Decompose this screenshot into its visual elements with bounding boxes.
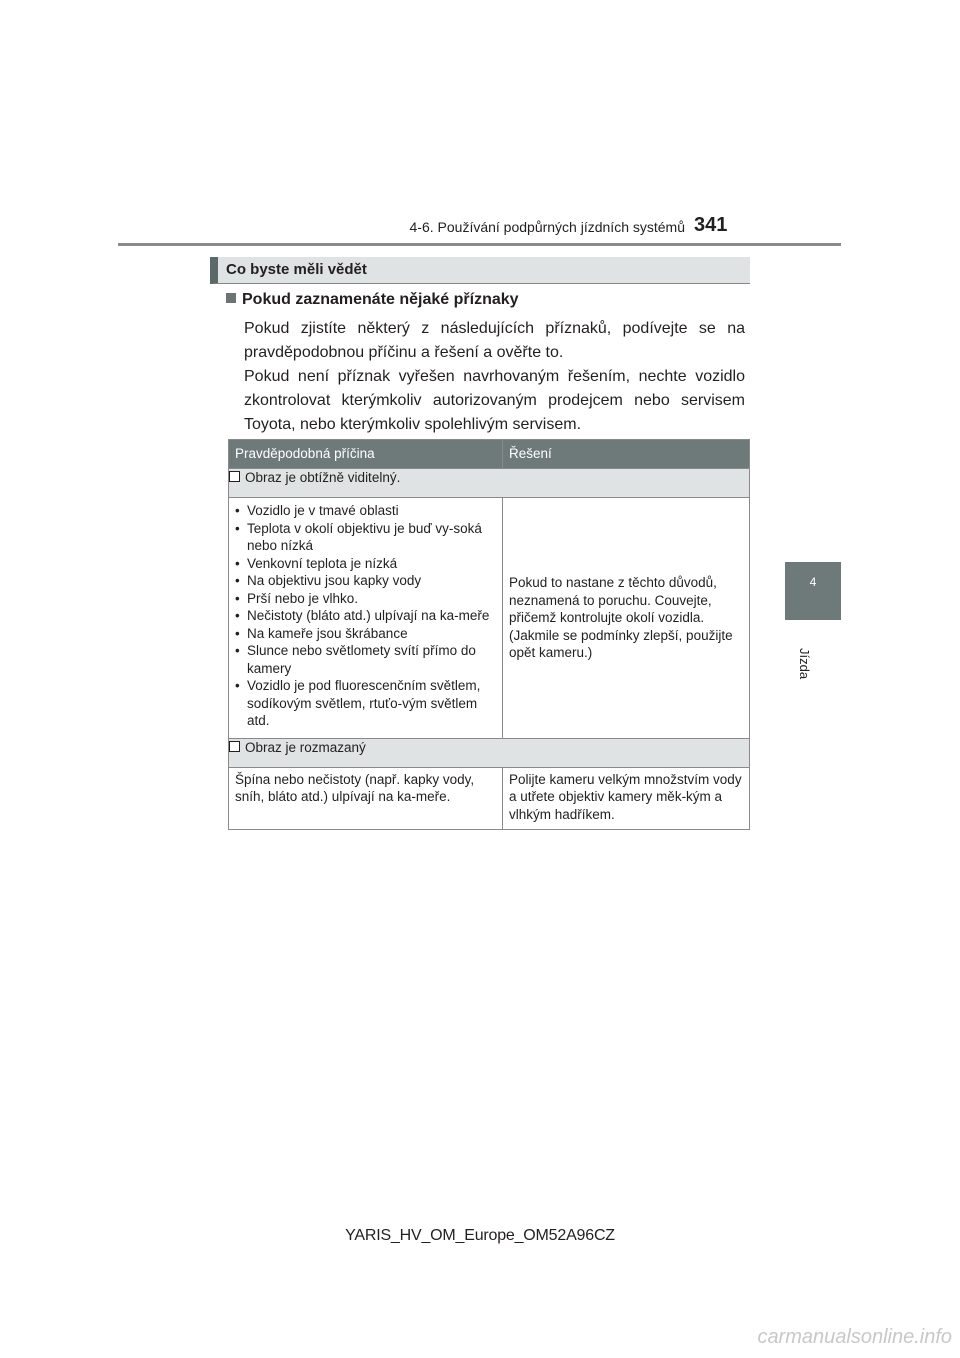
- cause-cell: Špína nebo nečistoty (např. kapky vody, sníh, bláto atd.) ulpívají na ka-meře.: [229, 767, 503, 830]
- list-item: • Teplota v okolí objektivu je buď vy-soká nebo nízká: [229, 520, 498, 555]
- checkbox-icon: [229, 471, 240, 482]
- subheading-text: Pokud zaznamenáte nějaké příznaky: [242, 291, 519, 308]
- symptom-text: Obraz je obtížně viditelný.: [245, 470, 401, 485]
- square-bullet-icon: [226, 293, 236, 303]
- symptom-row: [229, 738, 750, 767]
- header-divider: [118, 243, 841, 246]
- list-item: • Venkovní teplota je nízká: [229, 555, 498, 573]
- checkbox-icon: [229, 741, 240, 752]
- list-item: • Slunce nebo světlomety svítí přímo do kamery: [229, 642, 498, 677]
- list-item: • Vozidlo je pod fluorescenčním světlem, sodíkovým světlem, rtuťo-vým světlem atd.: [229, 677, 498, 730]
- page-number: 341: [694, 214, 728, 236]
- list-item: • Vozidlo je v tmavé oblasti: [229, 502, 498, 520]
- chapter-tab: 4: [785, 562, 841, 620]
- header-solution: Řešení: [503, 440, 750, 469]
- symptom-table: [228, 439, 750, 830]
- solution-cell: Polijte kameru velkým množstvím vody a utřete objektiv kamery měk-kým a vlhkým hadříkem.: [503, 767, 750, 830]
- list-item: • Nečistoty (bláto atd.) ulpívají na ka-meře: [229, 607, 498, 625]
- footer-document-code: YARIS_HV_OM_Europe_OM52A96CZ: [345, 1227, 615, 1244]
- symptom-text: Obraz je rozmazaný: [245, 739, 366, 755]
- section-header-title: Co byste měli vědět: [226, 261, 367, 278]
- solution-cell: Pokud to nastane z těchto důvodů, neznamená to poruchu. Couvejte, přičemž kontrolujte okolí vozidla. (Jakmile se podmínky zlepší, použijte opět kameru.): [503, 498, 750, 739]
- subheading: [226, 291, 519, 309]
- watermark: carmanualsonline.info: [757, 1326, 952, 1348]
- paragraph-service: Pokud není příznak vyřešen navrhovaným řešením, nechte vozidlo zkontrolovat kterýmkoliv autorizovaným prodejcem nebo servisem Toyota, nebo kterýmkoliv spolehlivým servisem.: [244, 368, 745, 433]
- running-header-section: 4-6. Používání podpůrných jízdních systémů: [409, 219, 685, 235]
- table-row: [229, 498, 750, 739]
- table-header-row: [229, 440, 750, 469]
- list-item: • Prší nebo je vlhko.: [229, 590, 498, 608]
- paragraph-intro: Pokud zjistíte některý z následujících příznaků, podívejte se na pravděpodobnou příčinu a řešení a ověřte to.: [244, 320, 745, 361]
- list-item: • Na kameře jsou škrábance: [229, 625, 498, 643]
- list-item: • Na objektivu jsou kapky vody: [229, 572, 498, 590]
- cause-cell: [229, 498, 503, 739]
- header-cause: Pravděpodobná příčina: [229, 440, 503, 469]
- chapter-label: Jízda: [797, 648, 812, 680]
- table-row: [229, 767, 750, 830]
- symptom-row: [229, 469, 750, 498]
- cause-list: [229, 498, 502, 738]
- section-header-box: [210, 257, 750, 284]
